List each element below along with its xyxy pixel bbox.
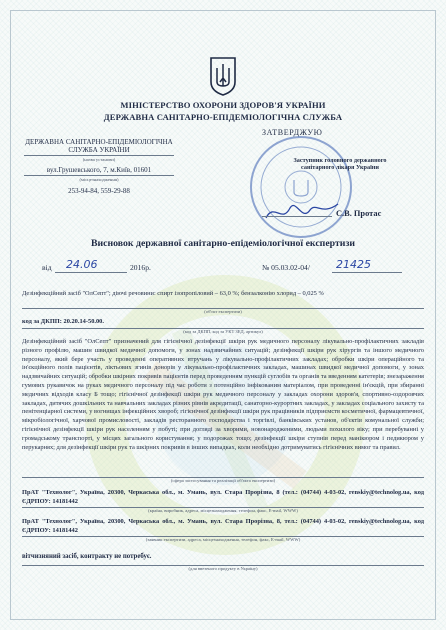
signature-line xyxy=(262,216,332,217)
manufacturer-caption: (країна, виробник, адреса, місцезнаходження, телефон, факс, E-mail, WWW) xyxy=(148,508,298,513)
institution-name-line2: СЛУЖБА УКРАЇНИ xyxy=(24,146,174,155)
date-suffix: 2016р. xyxy=(130,263,151,272)
purpose-caption: (сфера застосування та реалізації об'єкта експертизи) xyxy=(170,478,276,483)
code-caption: (код за ДКПП, код за УКТ ЗЕД, артикул) xyxy=(183,329,263,334)
manufacturer-info: ПрАТ "Технолог", Україна, 20300, Черкаська обл., м. Умань, вул. Стара Прорізна, 8 (тел.: (04744) 4-03-02, renskiy@technolog.ua, код ЄДРПОУ: 14181442 xyxy=(22,489,424,505)
applicant-info: ПрАТ "Технолог", Україна, 20300, Черкаська обл., м. Умань, вул. Стара Прорізна, 8, тел.: (04744) 4-03-02, renskiy@technolog.ua, код ЄДРПОУ: 14181442 xyxy=(22,518,424,534)
trident-emblem-icon xyxy=(207,56,239,96)
institution-name-line1: ДЕРЖАВНА САНІТАРНО-ЕПІДЕМІОЛОГІЧНА xyxy=(25,138,173,146)
signer-name: С.В. Протас xyxy=(336,209,382,218)
contract-caption: (для ввезеного продукту в Україну) xyxy=(188,566,258,571)
ministry-title: МІНІСТЕРСТВО ОХОРОНИ ЗДОРОВ'Я УКРАЇНИ xyxy=(120,100,326,110)
approver-position-line2: санітарного лікаря України xyxy=(301,164,379,172)
object-caption: (об'єкт експертизи) xyxy=(204,309,242,314)
address-caption: (місцезнаходження) xyxy=(79,176,119,182)
object-of-expertise: Дезінфекційний засіб "ОлСепт"; діючі речовини: спирт ізопропіловий – 63,0 %; бензалконію хлорид – 0,025 % xyxy=(22,290,324,297)
document-title: Висновок державної санітарно-епідеміологічної експертизи xyxy=(90,238,356,249)
number-underline xyxy=(332,272,402,273)
institution-phones: 253-94-84, 559-29-88 xyxy=(68,187,130,196)
handwritten-signature xyxy=(262,196,342,226)
service-title: ДЕРЖАВНА САНІТАРНО-ЕПІДЕМІОЛОГІЧНА СЛУЖБА xyxy=(103,112,343,122)
approver-position-line1: Заступник головного державного xyxy=(293,157,387,164)
date-handwritten: 24.06 xyxy=(66,258,98,271)
date-underline xyxy=(55,272,127,273)
dkpp-code: код за ДКПП: 20.20.14-50.00. xyxy=(22,318,104,325)
approval-title: ЗАТВЕРДЖУЮ xyxy=(262,128,323,137)
contract-info: вітчизняний засіб, контракту не потребує. xyxy=(22,553,152,560)
institution-address: вул.Грушевського, 7, м.Київ, 01601 xyxy=(24,166,174,175)
date-prefix: від xyxy=(42,263,52,272)
number-handwritten: 21425 xyxy=(336,258,371,271)
purpose-paragraph: Дезінфекційний засіб "ОлСепт" призначений для гігієнічної дезінфекції шкіри рук медичного персоналу лікувально-профілактичних закладів різного профілю, машин швидкої медичної допомоги, у зонах надзвичайних ситуацій; дезінфекції шкіри рук хірургів та іншого медичного персоналу, який бере участь у проведенні оперативних втручань у лікувально-профілактичних закладах; обробки шкіри операційного та ін'єкційного полів пацієнтів, ліктьових згинів донорів у лікувально-профілактичних закладах, машинах швидкої медичної допомоги, у зонах надзвичайних ситуацій; обробки шкірних покривів пацієнтів перед проведенням пункцій суглобів та органів та введенням катетерів; знезараження гумових рукавичок на руках медичного персоналу під час роботи з потенційно інфікованим матеріалом, при проведенні ін'єкцій, при збиранні медичних відходів класу Б тощо; гігієнічної дезінфекції шкіри рук медичного персоналу у закладах охорони здоров'я, спортивно-оздоровчих закладах, дитячих дошкільних та навчальних закладах різних рівнів акредитації, санаторно-курортних закладах, у закладах соціального захисту та пенітенціарної системи, у вогнищах інфекційних хвороб; гігієнічної дезінфекції шкіри рук працівників підприємств косметичної, фармацевтичної, мікробіологічної, харчової промисловості, закладів ресторанного господарства і торгівлі, банківських установ, об'єктів комунальної служби; гігієнічної дезінфекції шкіри рук населенням у побуті; при догляді за хворими, новонародженими, людьми похилого віку; при перебуванні у громадському транспорті, у місцях загального користування; у подорожах тощо; дезінфекції шкіри ступнів перед манікюром і педикюром у перукарнях; для дезінфекції шкіри рук та шкірних покривів в інших випадках, коли необхідно дотримуватись гігієнічних вимог та правил. xyxy=(22,338,424,451)
institution-name-caption: (назва установи) xyxy=(82,156,116,162)
number-prefix: № 05.03.02-04/ xyxy=(262,263,310,272)
applicant-caption: (заявник експертизи, адреса, місцезнаходження, телефон, факс, E-mail, WWW) xyxy=(145,537,301,542)
